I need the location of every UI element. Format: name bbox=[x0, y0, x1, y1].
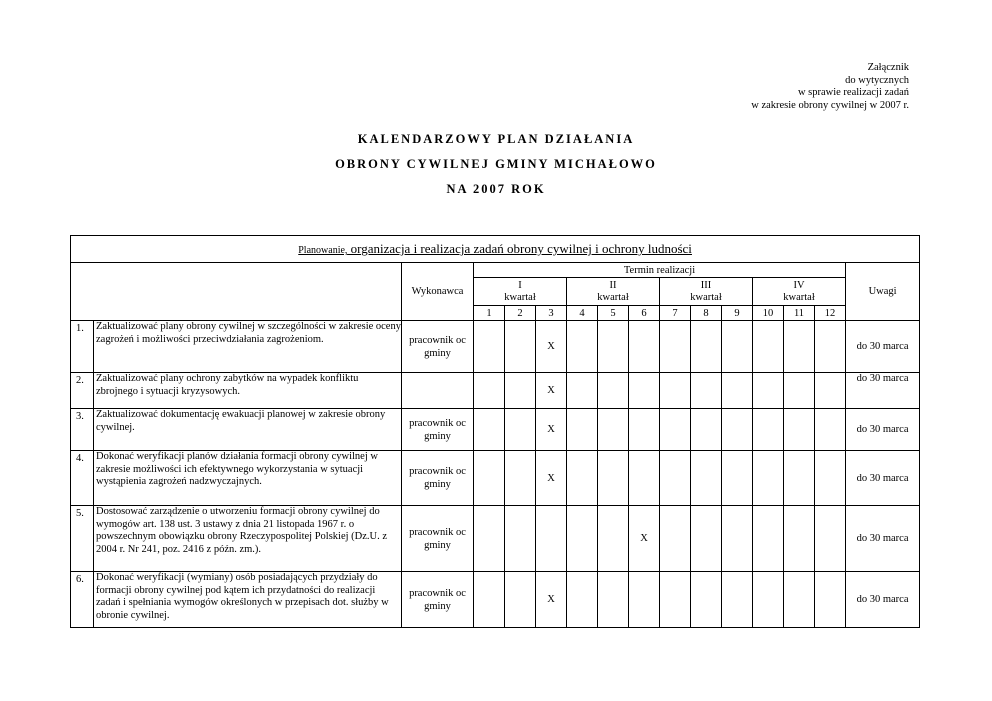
month-cell bbox=[474, 321, 505, 373]
row-number: 6. bbox=[71, 572, 94, 628]
remarks-header: Uwagi bbox=[846, 263, 920, 321]
month-cell bbox=[598, 321, 629, 373]
month-cell bbox=[784, 409, 815, 451]
table-row bbox=[71, 451, 920, 506]
month-header: 8 bbox=[691, 306, 722, 321]
header-rest: organizacja i realizacja zadań obrony cywilnej i ochrony ludności bbox=[347, 241, 692, 256]
executor-header: Wykonawca bbox=[402, 263, 474, 321]
schedule-mark: X bbox=[629, 506, 660, 572]
month-header: 3 bbox=[536, 306, 567, 321]
quarter-roman: II bbox=[609, 279, 617, 291]
month-header: 1 bbox=[474, 306, 505, 321]
month-cell bbox=[474, 373, 505, 409]
quarter-label: kwartał bbox=[783, 291, 815, 303]
quarter-roman: III bbox=[700, 279, 712, 291]
month-cell bbox=[753, 409, 784, 451]
schedule-mark: X bbox=[536, 373, 567, 409]
month-cell bbox=[505, 409, 536, 451]
month-cell bbox=[784, 321, 815, 373]
row-number: 1. bbox=[71, 321, 94, 373]
document-title bbox=[0, 132, 992, 207]
month-cell bbox=[629, 572, 660, 628]
table-row bbox=[71, 321, 920, 373]
month-cell bbox=[691, 506, 722, 572]
task-description: Zaktualizować plany ochrony zabytków na wypadek konfliktu zbrojnego i sytuacji kryzysowych. bbox=[94, 373, 402, 409]
month-cell bbox=[722, 451, 753, 506]
month-cell bbox=[815, 409, 846, 451]
table-header-title bbox=[71, 236, 920, 263]
month-cell bbox=[505, 373, 536, 409]
schedule-mark: X bbox=[536, 409, 567, 451]
month-cell bbox=[660, 373, 691, 409]
month-cell bbox=[691, 572, 722, 628]
executor-cell: pracownik oc gminy bbox=[402, 451, 474, 506]
month-cell bbox=[474, 451, 505, 506]
month-cell bbox=[505, 506, 536, 572]
month-cell bbox=[815, 321, 846, 373]
quarter-label: kwartał bbox=[504, 291, 536, 303]
month-cell bbox=[784, 451, 815, 506]
row-number: 3. bbox=[71, 409, 94, 451]
month-cell bbox=[815, 506, 846, 572]
month-cell bbox=[753, 506, 784, 572]
month-cell bbox=[598, 409, 629, 451]
plan-table bbox=[70, 235, 920, 628]
annex-line: w zakresie obrony cywilnej w 2007 r. bbox=[751, 99, 909, 111]
quarter-roman: I bbox=[518, 279, 522, 291]
annex-line: Załącznik bbox=[867, 62, 909, 73]
annex-note bbox=[751, 62, 909, 112]
month-cell bbox=[567, 506, 598, 572]
row-number: 2. bbox=[71, 373, 94, 409]
month-cell bbox=[505, 451, 536, 506]
quarter-header bbox=[474, 278, 567, 306]
task-description: Dokonać weryfikacji planów działania formacji obrony cywilnej w zakresie możliwości ich efektywnego wykorzystania w sytuacji wystąpienia zagrożeń nadzwyczajnych. bbox=[94, 451, 402, 506]
month-header: 7 bbox=[660, 306, 691, 321]
title-line-2: OBRONY CYWILNEJ GMINY MICHAŁOWO bbox=[335, 157, 657, 171]
month-header: 12 bbox=[815, 306, 846, 321]
month-cell bbox=[567, 451, 598, 506]
month-header: 2 bbox=[505, 306, 536, 321]
quarter-roman: IV bbox=[793, 279, 805, 291]
title-line-3: NA 2007 ROK bbox=[446, 182, 546, 196]
month-cell bbox=[722, 506, 753, 572]
month-cell bbox=[567, 373, 598, 409]
month-cell bbox=[660, 506, 691, 572]
month-cell bbox=[691, 451, 722, 506]
month-cell bbox=[629, 321, 660, 373]
quarter-header bbox=[753, 278, 846, 306]
executor-cell: pracownik oc gminy bbox=[402, 506, 474, 572]
quarter-header bbox=[567, 278, 660, 306]
month-cell bbox=[753, 373, 784, 409]
task-header-cell bbox=[71, 263, 402, 321]
task-description: Dokonać weryfikacji (wymiany) osób posiadających przydziały do formacji obrony cywilnej pod kątem ich przydatności do realizacji zadań i spełniania wymogów określonych w przepisach dot. służby w obronie cywilnej. bbox=[94, 572, 402, 628]
month-cell bbox=[505, 572, 536, 628]
month-cell bbox=[784, 373, 815, 409]
month-cell bbox=[629, 451, 660, 506]
month-cell bbox=[567, 321, 598, 373]
task-description: Zaktualizować dokumentację ewakuacji planowej w zakresie obrony cywilnej. bbox=[94, 409, 402, 451]
month-cell bbox=[629, 373, 660, 409]
remarks-cell: do 30 marca bbox=[846, 572, 920, 628]
month-cell bbox=[815, 373, 846, 409]
schedule-mark: X bbox=[536, 572, 567, 628]
month-header: 9 bbox=[722, 306, 753, 321]
row-number: 4. bbox=[71, 451, 94, 506]
table-row bbox=[71, 373, 920, 409]
schedule-mark: X bbox=[536, 321, 567, 373]
month-cell bbox=[567, 409, 598, 451]
remarks-cell: do 30 marca bbox=[846, 373, 920, 409]
month-cell bbox=[691, 373, 722, 409]
month-cell bbox=[567, 572, 598, 628]
month-cell bbox=[598, 572, 629, 628]
remarks-cell: do 30 marca bbox=[846, 409, 920, 451]
task-description: Zaktualizować plany obrony cywilnej w szczególności w zakresie oceny zagrożeń i możliwości przeciwdziałania zagrożeniom. bbox=[94, 321, 402, 373]
month-cell bbox=[505, 321, 536, 373]
executor-cell: pracownik oc gminy bbox=[402, 321, 474, 373]
month-cell bbox=[753, 321, 784, 373]
executor-cell: pracownik oc gminy bbox=[402, 409, 474, 451]
schedule-mark: X bbox=[536, 451, 567, 506]
month-cell bbox=[660, 409, 691, 451]
month-cell bbox=[660, 451, 691, 506]
month-cell bbox=[815, 572, 846, 628]
month-cell bbox=[722, 373, 753, 409]
month-cell bbox=[691, 409, 722, 451]
month-cell bbox=[474, 506, 505, 572]
title-line-1: KALENDARZOWY PLAN DZIAŁANIA bbox=[357, 132, 635, 146]
month-cell bbox=[753, 572, 784, 628]
month-cell bbox=[784, 506, 815, 572]
month-cell bbox=[815, 451, 846, 506]
task-description: Dostosować zarządzenie o utworzeniu formacji obrony cywilnej do wymogów art. 138 ust. 3 ustawy z dnia 21 listopada 1967 r. o powszechnym obowiązku obrony Rzeczypospolitej Polskiej (Dz.U. z 2004 r. Nr 241, poz. 2416 z późn. zm.). bbox=[94, 506, 402, 572]
table-row bbox=[71, 506, 920, 572]
month-cell bbox=[722, 321, 753, 373]
remarks-cell: do 30 marca bbox=[846, 506, 920, 572]
month-cell bbox=[598, 373, 629, 409]
quarter-label: kwartał bbox=[597, 291, 629, 303]
month-cell bbox=[629, 409, 660, 451]
month-header: 11 bbox=[784, 306, 815, 321]
month-cell bbox=[660, 321, 691, 373]
month-cell bbox=[474, 409, 505, 451]
month-header: 4 bbox=[567, 306, 598, 321]
month-header: 5 bbox=[598, 306, 629, 321]
row-number: 5. bbox=[71, 506, 94, 572]
month-cell bbox=[660, 572, 691, 628]
month-cell bbox=[474, 572, 505, 628]
remarks-cell: do 30 marca bbox=[846, 321, 920, 373]
month-header: 6 bbox=[629, 306, 660, 321]
executor-cell: pracownik oc gminy bbox=[402, 572, 474, 628]
term-header: Termin realizacji bbox=[474, 263, 846, 278]
annex-line: do wytycznych bbox=[845, 74, 909, 86]
quarter-header bbox=[660, 278, 753, 306]
month-cell bbox=[691, 321, 722, 373]
month-header: 10 bbox=[753, 306, 784, 321]
month-cell bbox=[784, 572, 815, 628]
month-cell bbox=[722, 572, 753, 628]
month-cell bbox=[598, 506, 629, 572]
month-cell bbox=[753, 451, 784, 506]
month-cell bbox=[598, 451, 629, 506]
month-cell bbox=[722, 409, 753, 451]
table-row bbox=[71, 409, 920, 451]
remarks-cell: do 30 marca bbox=[846, 451, 920, 506]
month-cell bbox=[536, 506, 567, 572]
table-row bbox=[71, 572, 920, 628]
quarter-label: kwartał bbox=[690, 291, 722, 303]
header-prefix: Planowanie, bbox=[298, 245, 348, 256]
executor-cell bbox=[402, 373, 474, 409]
annex-line: w sprawie realizacji zadań bbox=[797, 87, 909, 98]
